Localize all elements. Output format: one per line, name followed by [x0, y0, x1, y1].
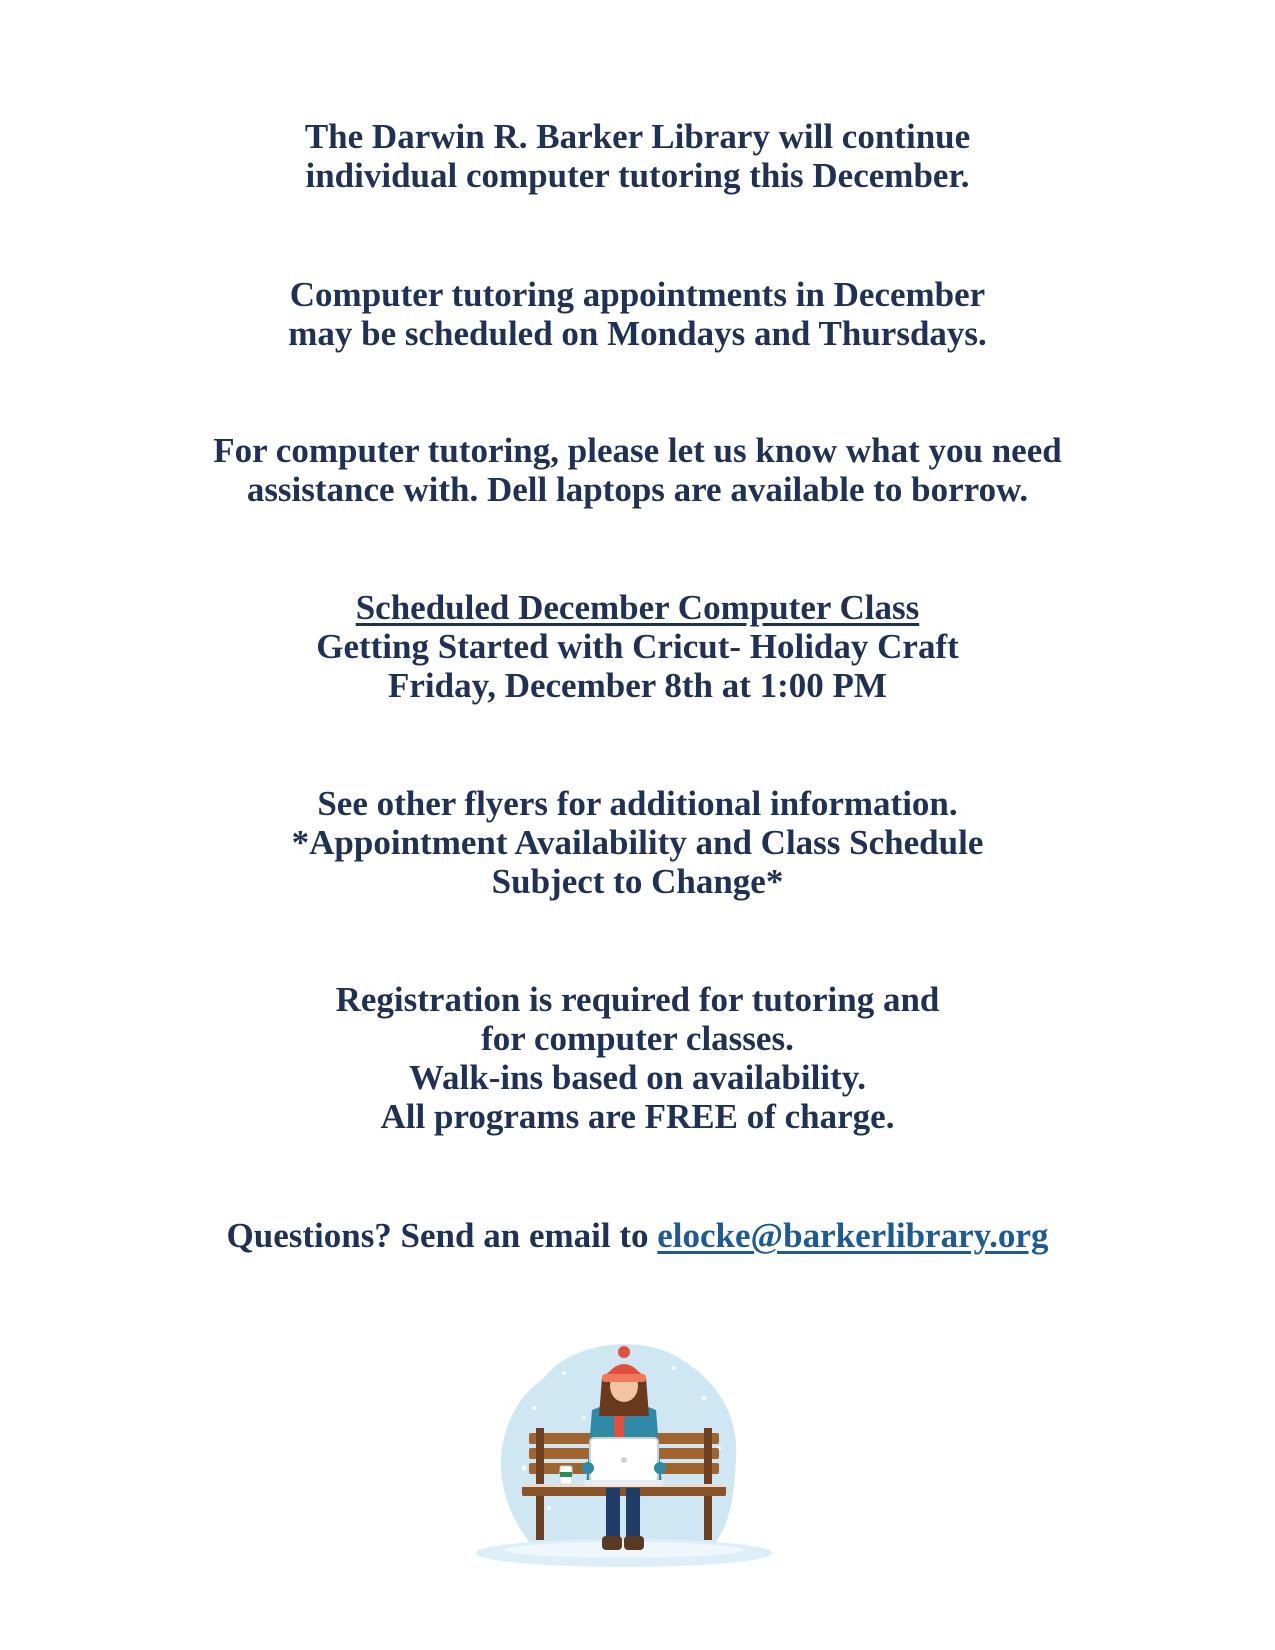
assistance-line-1: For computer tutoring, please let us know what you need [213, 431, 1062, 470]
notice-line-2: *Appointment Availability and Class Schedule [291, 823, 984, 862]
registration-line-2: for computer classes. [481, 1019, 794, 1058]
class-heading: Scheduled December Computer Class [355, 588, 920, 627]
class-paragraph [0, 588, 1275, 705]
intro-line-2: individual computer tutoring this December. [305, 156, 970, 195]
notice-paragraph [0, 784, 1275, 901]
woman-on-bench-illustration-icon [474, 1338, 774, 1570]
class-title: Getting Started with Cricut- Holiday Craft [316, 627, 959, 666]
appointments-line-2: may be scheduled on Mondays and Thursdays. [288, 314, 987, 353]
email-link[interactable]: elocke@barkerlibrary.org [657, 1216, 1049, 1255]
contact-line [0, 1216, 1275, 1255]
contact-paragraph [0, 1216, 1275, 1255]
notice-line-3: Subject to Change* [491, 862, 784, 901]
registration-line-3: Walk-ins based on availability. [408, 1058, 867, 1097]
assistance-line-2: assistance with. Dell laptops are available to borrow. [246, 470, 1029, 509]
contact-prefix: Questions? Send an email to [226, 1216, 658, 1255]
intro-paragraph [0, 117, 1275, 195]
registration-line-1: Registration is required for tutoring and [335, 980, 940, 1019]
notice-line-1: See other flyers for additional information. [317, 784, 958, 823]
appointments-paragraph [0, 275, 1275, 353]
intro-line-1: The Darwin R. Barker Library will continue [304, 117, 971, 156]
class-datetime: Friday, December 8th at 1:00 PM [388, 666, 887, 705]
assistance-paragraph [0, 431, 1275, 509]
appointments-line-1: Computer tutoring appointments in December [289, 275, 986, 314]
registration-line-4: All programs are FREE of charge. [380, 1097, 895, 1136]
registration-paragraph [0, 980, 1275, 1136]
